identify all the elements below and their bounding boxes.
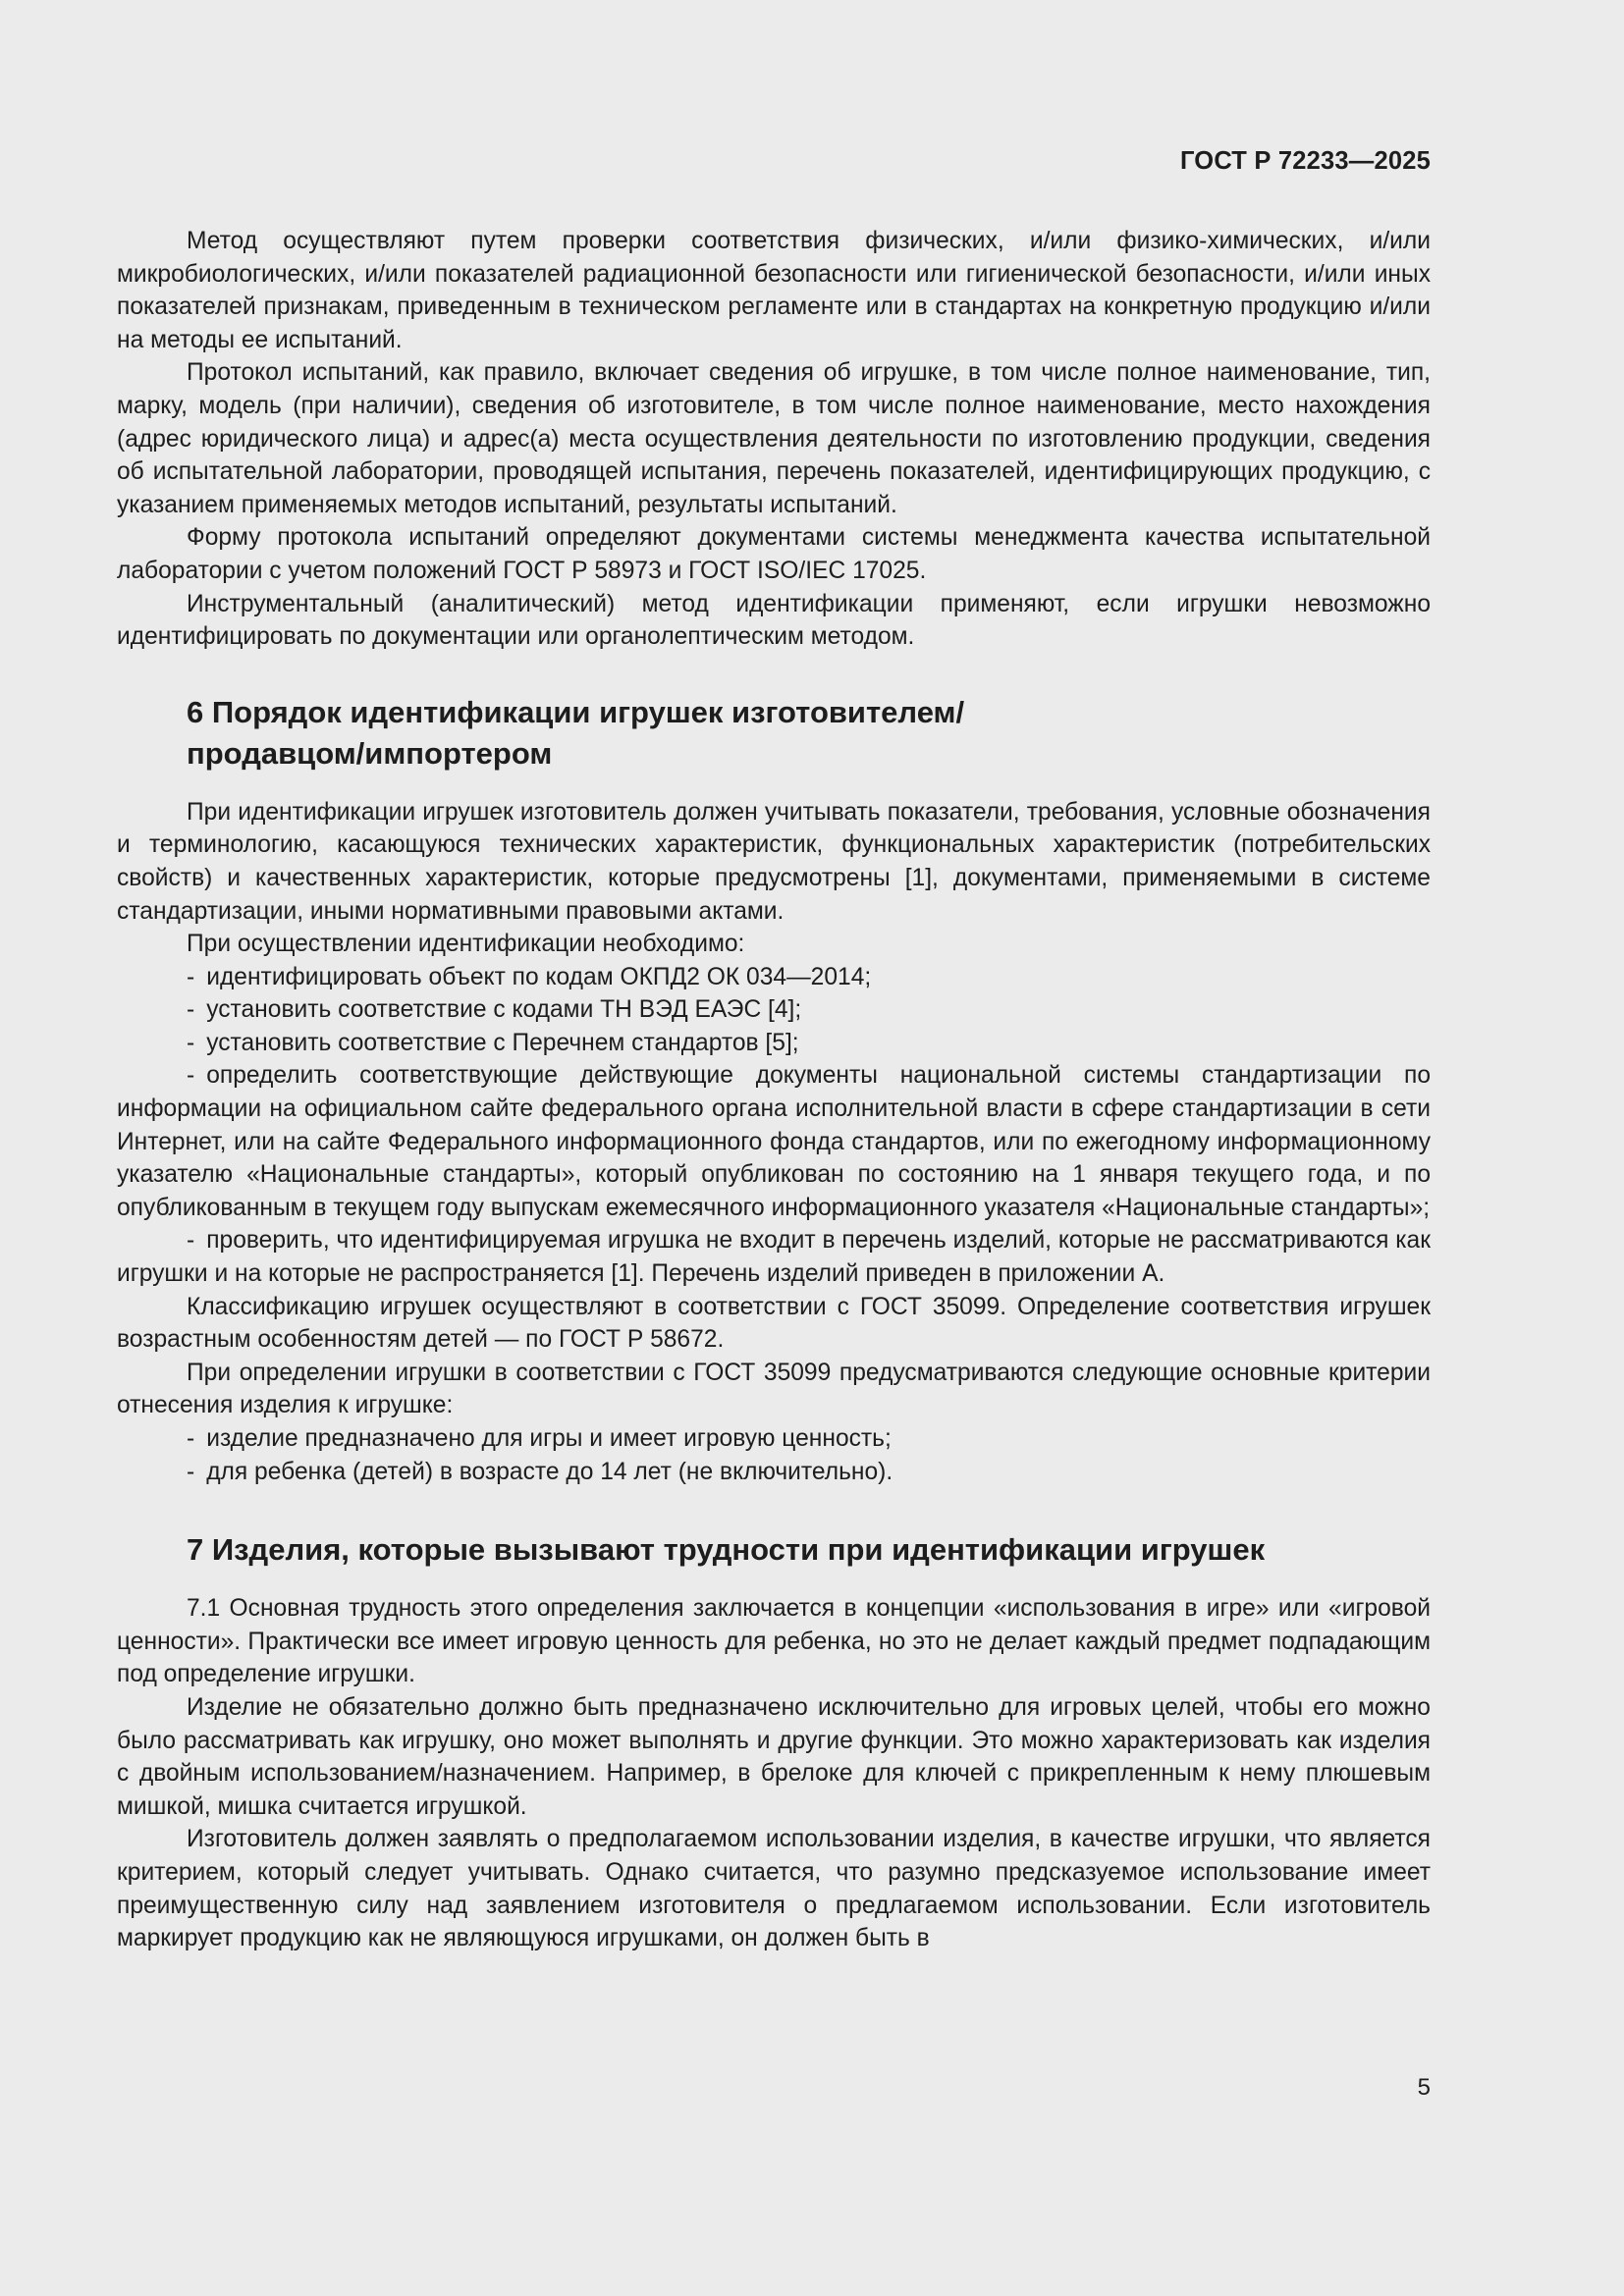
dash-marker: - xyxy=(187,963,195,990)
dash-marker: - xyxy=(187,1062,195,1090)
list-item-text: установить соответствие с кодами ТН ВЭД ЕАЭС [4]; xyxy=(206,996,802,1024)
list-item xyxy=(117,993,1431,1027)
section-6-heading-line-2: продавцом/импортером xyxy=(187,735,553,771)
list-item-text: проверить, что идентифицируемая игрушка не входит в перечень изделий, которые не рассматриваются как игрушки и на которые не распространяется [1]. Перечень изделий приведен в приложении А. xyxy=(117,1227,1431,1288)
paragraph-protocol: Протокол испытаний, как правило, включает сведения об игрушке, в том числе полное наименование, тип, марку, модель (при наличии), сведения об изготовителе, в том числе полное наименование, место нахождения (адрес юридического лица) и адрес(а) места осуществления деятельности по изготовлению продукции, сведения об испытательной лаборатории, проводящей испытания, перечень показателей, идентифицирующих продукцию, с указанием применяемых методов испытаний, результаты испытаний. xyxy=(117,359,1431,518)
list-item xyxy=(117,961,1431,994)
section-7-paragraph-2: Изделие не обязательно должно быть предназначено исключительно для игровых целей, чтобы его можно было рассматривать как игрушку, оно может выполнять и другие функции. Это можно характеризовать как изделия с двойным использованием/назначением. Например, в брелоке для ключей с прикрепленным к нему плюшевым мишкой, мишка считается игрушкой. xyxy=(117,1693,1431,1820)
dash-marker: - xyxy=(187,996,195,1024)
list-item xyxy=(117,1422,1431,1456)
list-item-text: идентифицировать объект по кодам ОКПД2 ОК 034—2014; xyxy=(206,963,872,990)
section-7-heading: 7 Изделия, которые вызывают трудности при идентификации игрушек xyxy=(187,1532,1266,1568)
list-item-text: изделие предназначено для игры и имеет игровую ценность; xyxy=(206,1425,892,1452)
section-6-paragraph-1: При идентификации игрушек изготовитель должен учитывать показатели, требования, условные обозначения и терминологию, касающуюся технических характеристик, функциональных характеристик (потребительских свойств) и качественных характеристик, которые предусмотрены [1], документами, применяемыми в системе стандартизации, иными нормативными правовыми актами. xyxy=(117,798,1431,925)
dash-marker: - xyxy=(187,1425,195,1452)
paragraph-method: Метод осуществляют путем проверки соответствия физических, и/или физико-химических, и/или микробиологических, и/или показателей радиационной безопасности или гигиенической безопасности, и/или иных показателей признакам, приведенным в техническом регламенте или в стандартах на конкретную продукцию и/или на методы ее испытаний. xyxy=(117,228,1431,353)
page-content xyxy=(117,225,1431,1955)
section-7-paragraph-3: Изготовитель должен заявлять о предполагаемом использовании изделия, в качестве игрушки, что является критерием, который следует учитывать. Однако считается, что разумно предсказуемое использование имеет преимущественную силу над заявлением изготовителя о предлагаемом использовании. Если изготовитель маркирует продукцию как не являющуюся игрушками, он должен быть в xyxy=(117,1826,1431,1952)
section-6-paragraph-3: Классификацию игрушек осуществляют в соответствии с ГОСТ 35099. Определение соответствия игрушек возрастным особенностям детей — по ГОСТ Р 58672. xyxy=(117,1293,1431,1354)
paragraph-protocol-form: Форму протокола испытаний определяют документами системы менеджмента качества испытательной лаборатории с учетом положений ГОСТ Р 58973 и ГОСТ ISO/IEC 17025. xyxy=(117,524,1431,584)
list-item-text: для ребенка (детей) в возрасте до 14 лет (не включительно). xyxy=(206,1458,893,1485)
dash-marker: - xyxy=(187,1458,195,1485)
section-7-paragraph-1: 7.1 Основная трудность этого определения заключается в концепции «использования в игре» или «игровой ценности». Практически все имеет игровую ценность для ребенка, но это не делает каждый предмет подпадающим под определение игрушки. xyxy=(117,1595,1431,1688)
section-6-heading-line-1: 6 Порядок идентификации игрушек изготовителем/ xyxy=(187,694,965,729)
dash-marker: - xyxy=(187,1029,195,1056)
list-item xyxy=(117,1059,1431,1224)
list-item-text: установить соответствие с Перечнем стандартов [5]; xyxy=(206,1029,799,1056)
list-item-text: определить соответствующие действующие документы национальной системы стандартизации по информации на официальном сайте федерального органа исполнительной власти в сфере стандартизации в сети Интернет, или на сайте Федерального информационного фонда стандартов, или по ежегодному информационному указателю «Национальные стандарты», который опубликован по состоянию на 1 января текущего года, и по опубликованным в текущем году выпускам ежемесячного информационного указателя «Национальные стандарты»; xyxy=(117,1062,1431,1221)
dash-marker: - xyxy=(187,1227,195,1255)
document-code: ГОСТ Р 72233—2025 xyxy=(1179,147,1431,175)
page-number: 5 xyxy=(1417,2074,1431,2101)
list-item xyxy=(117,1456,1431,1489)
list-item xyxy=(117,1224,1431,1290)
list-item xyxy=(117,1027,1431,1060)
section-6-paragraph-2: При осуществлении идентификации необходимо: xyxy=(187,931,745,958)
paragraph-instrumental-method: Инструментальный (аналитический) метод идентификации применяют, если игрушки невозможно идентифицировать по документации или органолептическим методом. xyxy=(117,590,1431,651)
section-6-heading xyxy=(117,692,1431,774)
section-6-paragraph-4: При определении игрушки в соответствии с ГОСТ 35099 предусматриваются следующие основные критерии отнесения изделия к игрушке: xyxy=(117,1359,1431,1419)
